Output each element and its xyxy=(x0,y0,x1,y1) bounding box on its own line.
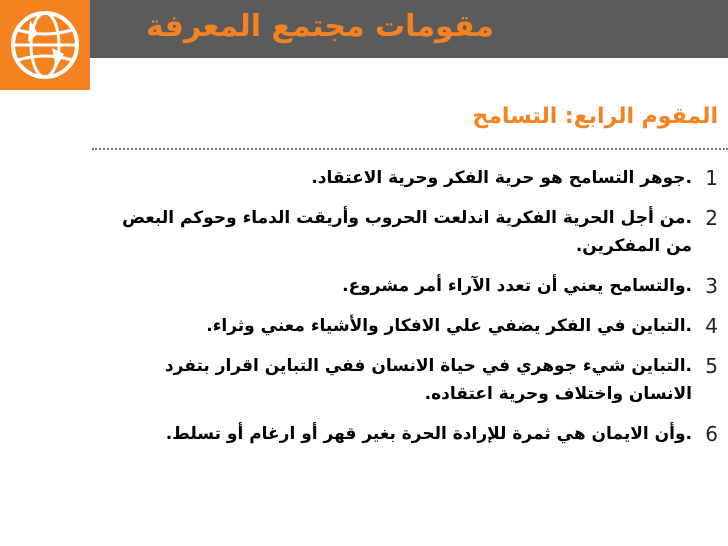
list-item xyxy=(108,420,718,448)
divider xyxy=(92,148,728,150)
list-item xyxy=(108,352,718,408)
item-text: .التباين شيء جوهري في حياة الانسان ففي التباين اقرار بتفرد الانسان واختلاف وحرية اعتقاده. xyxy=(164,356,692,404)
list-item xyxy=(108,312,718,340)
logo xyxy=(0,0,90,90)
item-text: .جوهر التسامح هو حرية الفكر وحرية الاعتقاد. xyxy=(311,168,692,188)
section-subtitle: المقوم الرابع: التسامح xyxy=(472,104,718,129)
item-number: 3 xyxy=(705,274,718,298)
globe-icon xyxy=(8,8,82,82)
item-number: 1 xyxy=(705,166,718,190)
item-text: .والتسامح يعني أن تعدد الآراء أمر مشروع. xyxy=(342,276,692,296)
item-text: .من أجل الحرية الفكرية اندلعت الحروب وأريقت الدماء وحوكم البعض من المفكرين. xyxy=(122,208,692,256)
item-text: .وأن الايمان هي ثمرة للإرادة الحرة بغير قهر أو ارغام أو تسلط. xyxy=(165,424,692,444)
item-number: 6 xyxy=(705,422,718,446)
list-item xyxy=(108,272,718,300)
slide-title: مقومات مجتمع المعرفة xyxy=(146,9,494,44)
bullet-list xyxy=(108,164,718,460)
item-number: 4 xyxy=(705,314,718,338)
list-item xyxy=(108,204,718,260)
item-text: .التباين في الفكر يضفي علي الافكار والأشياء معني وثراء. xyxy=(206,316,692,336)
item-number: 5 xyxy=(705,354,718,378)
list-item xyxy=(108,164,718,192)
item-number: 2 xyxy=(705,206,718,230)
